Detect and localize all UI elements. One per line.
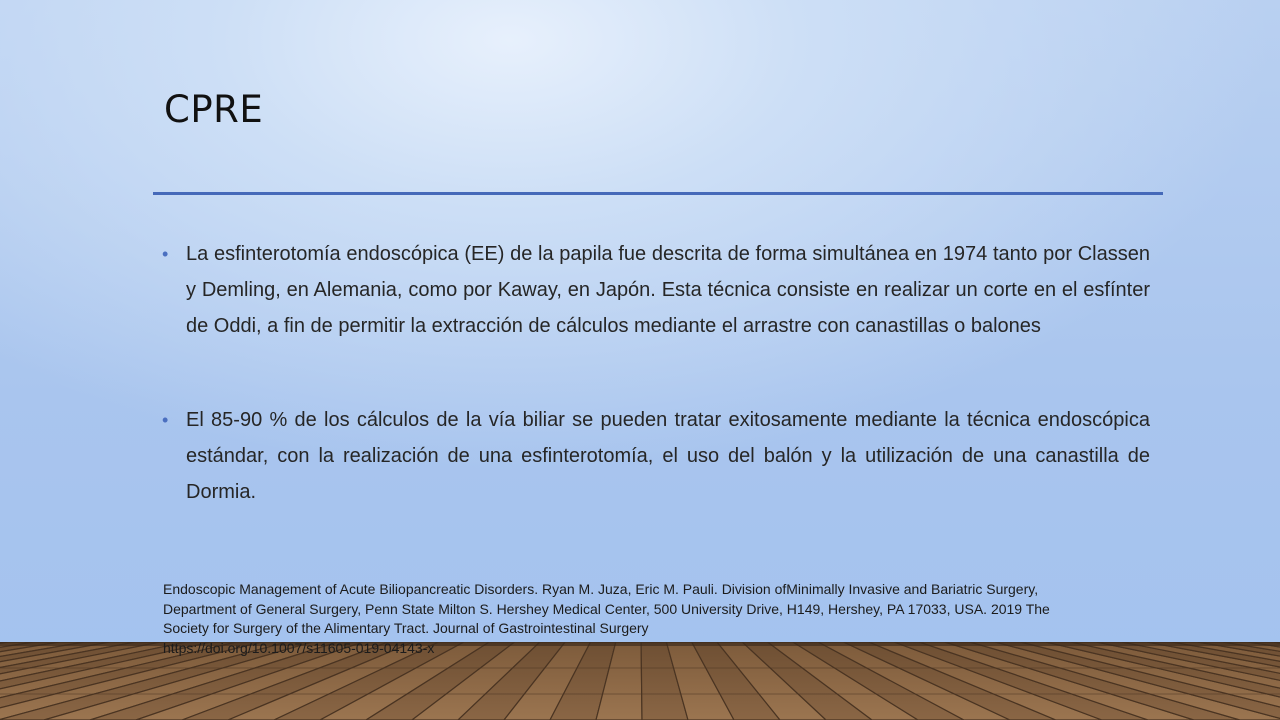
reference-text: Endoscopic Management of Acute Biliopancreatic Disorders. Ryan M. Juza, Eric M. Pauli. Division ofMinimally Invasive and Bariatric Surgery, Department of General Surgery, Penn State Milton S. Hershey Medical Center, 500 University Drive, H149, Hershey, PA 17033, USA. 2019 The Society for Surgery of the Alimentary Tract. Journal of Gastrointestinal Surgery [163, 581, 1050, 636]
title-divider [153, 192, 1163, 195]
bullet-marker: • [162, 244, 169, 264]
slide-title: CPRE [164, 88, 264, 131]
bullet-item-calculos [162, 402, 1150, 510]
bullet-text: El 85-90 % de los cálculos de la vía biliar se pueden tratar exitosamente mediante la técnica endoscópica estándar, con la realización de una esfinterotomía, el uso del balón y la utilización de una canastilla de Dormia. [186, 409, 1150, 503]
reference-citation [163, 580, 1063, 658]
bullet-text: La esfinterotomía endoscópica (EE) de la papila fue descrita de forma simultánea en 1974 tanto por Classen y Demling, en Alemania, como por Kaway, en Japón. Esta técnica consiste en realizar un corte en el esfínter de Oddi, a fin de permitir la extracción de cálculos mediante el arrastre con canastillas o balones [186, 243, 1150, 337]
bullet-marker: • [162, 410, 169, 430]
bullet-list [162, 236, 1150, 510]
bullet-item-esfinterotomia [162, 236, 1150, 344]
reference-doi-link[interactable]: https://doi.org/10.1007/s11605-019-04143-x [163, 639, 435, 656]
